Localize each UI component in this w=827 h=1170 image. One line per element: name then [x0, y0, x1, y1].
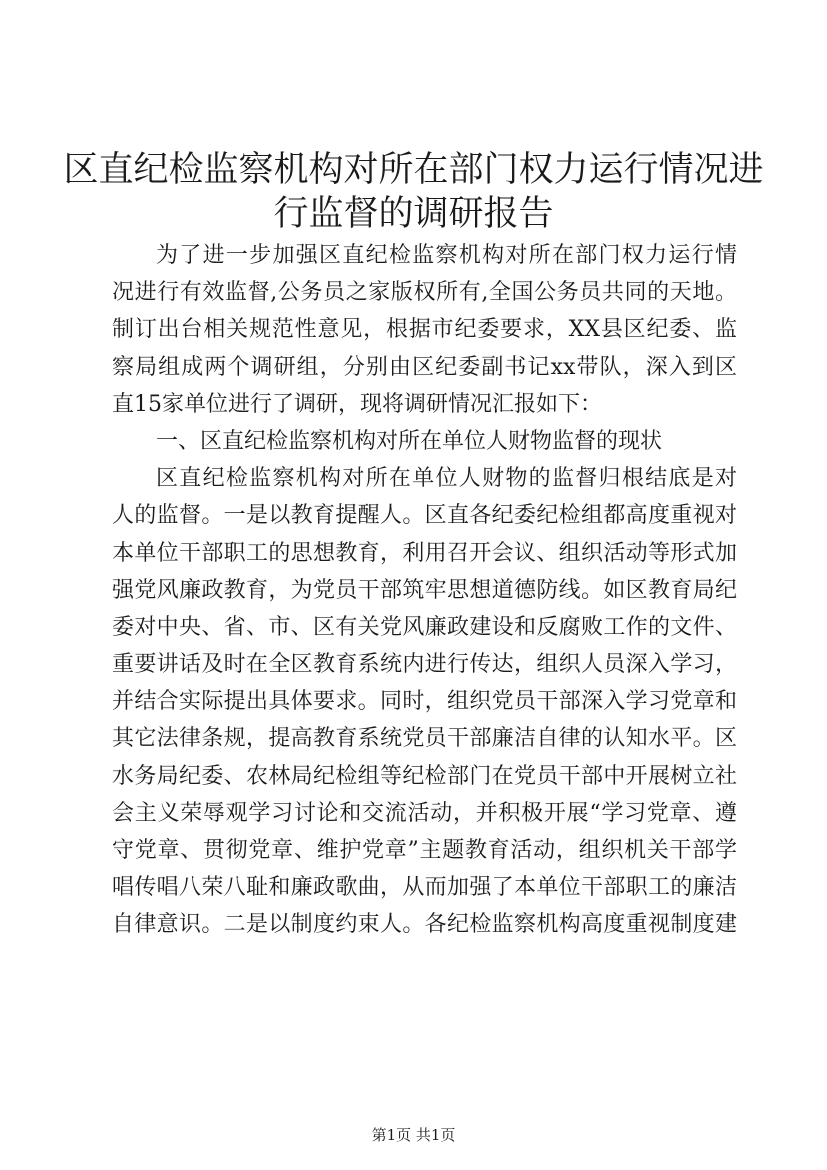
paragraph-line: 守党章、贯彻党章、维护党章”主题教育活动，组织机关干部学: [112, 838, 737, 863]
section-heading: 一、区直纪检监察机构对所在单位人财物监督的现状: [156, 428, 663, 454]
paragraph-line: 况进行有效监督,公务员之家版权所有,全国公务员共同的天地。: [112, 280, 737, 306]
paragraph-line: 水务局纪委、农林局纪检组等纪检部门在党员干部中开展树立社: [112, 763, 737, 789]
paragraph-line: 本单位干部职工的思想教育，利用召开会议、组织活动等形式加: [112, 540, 737, 566]
paragraph-line: 强党风廉政教育，为党员干部筑牢思想道德防线。如区教育局纪: [112, 577, 737, 603]
paragraph-line: 重要讲话及时在全区教育系统内进行传达，组织人员深入学习，: [112, 652, 737, 678]
document-title: [60, 148, 767, 236]
document-body: [112, 237, 737, 944]
paragraph-line: 区直纪检监察机构对所在单位人财物的监督归根结底是对: [156, 466, 737, 492]
title-line: 区直纪检监察机构对所在部门权力运行情况进: [63, 150, 764, 190]
paragraph-line: 人的监督。一是以教育提醒人。区直各纪委纪检组都高度重视对: [112, 503, 737, 529]
paragraph-line: 委对中央、省、市、区有关党风廉政建设和反腐败工作的文件、: [112, 614, 737, 640]
paragraph-line: 唱传唱八荣八耻和廉政歌曲，从而加强了本单位干部职工的廉洁: [112, 875, 737, 901]
paragraph-line: 并结合实际提出具体要求。同时，组织党员干部深入学习党章和: [112, 689, 737, 715]
paragraph-line: 直15家单位进行了调研，现将调研情况汇报如下：: [112, 391, 602, 417]
paragraph-line: 察局组成两个调研组，分别由区纪委副书记xx带队，深入到区: [112, 354, 737, 380]
title-line: 行监督的调研报告: [273, 194, 554, 234]
paragraph-line: 自律意识。二是以制度约束人。各纪检监察机构高度重视制度建: [112, 912, 737, 938]
paragraph-line: 其它法律条规，提高教育系统党员干部廉洁自律的认知水平。区: [112, 726, 737, 752]
paragraph-line: 制订出台相关规范性意见，根据市纪委要求，XX县区纪委、监: [112, 317, 737, 343]
paragraph-line: 为了进一步加强区直纪检监察机构对所在部门权力运行情: [156, 243, 737, 268]
paragraph-line: 会主义荣辱观学习讨论和交流活动，并积极开展“学习党章、遵: [112, 800, 737, 826]
page-footer: 第1页 共1页: [371, 1126, 456, 1144]
